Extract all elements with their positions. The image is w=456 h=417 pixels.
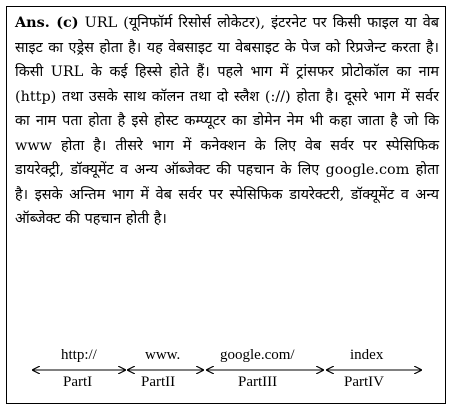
url-parts-diagram — [17, 347, 437, 397]
part-label-4: PartIV — [344, 374, 384, 390]
answer-body: URL (यूनिफॉर्म रिसोर्स लोकेटर), इंटरनेट पर किसी फाइल या वेब साइट का एड्रेस होता है। यह वेबसाइट या वेबसाइट के पेज को रिप्रजेन्ट करता है। किसी URL के कई हिस्से होते हैं। पहले भाग में ट्रांसफर प्रोटोकॉल का नाम (http) तथा उसके साथ कॉलन तथा दो स्लैश (://) होता है। दूसरे भाग में सर्वर का नाम पता होता है इसे होस्ट कम्प्यूटर का डोमेन नेम भी कहा जाता है जो कि www होता है। तीसरे भाग में कनेक्शन के लिए वेब सर्वर पर स्पेसिफिक डायरेक्ट्री, डॉक्यूमेंट व अन्य ऑब्जेक्ट की पहचान के लिए google.com होता है। इसके अन्तिम भाग में वेब सर्वर पर स्पेसिफिक डायरेक्टरी, डॉक्यूमेंट व अन्य ऑब्जेक्ट की पहचान होती है। — [15, 15, 439, 227]
part-label-1: PartI — [63, 374, 93, 390]
url-segment-2: www. — [145, 347, 181, 363]
answer-label: Ans. (c) — [15, 14, 79, 31]
url-segment-4: index — [350, 347, 384, 363]
part-label-3: PartIII — [238, 374, 278, 390]
url-segment-1: http:// — [61, 347, 97, 363]
part-label-2: PartII — [141, 374, 176, 390]
answer-box — [6, 6, 446, 404]
url-segment-3: google.com/ — [220, 347, 295, 363]
answer-paragraph — [15, 11, 439, 232]
